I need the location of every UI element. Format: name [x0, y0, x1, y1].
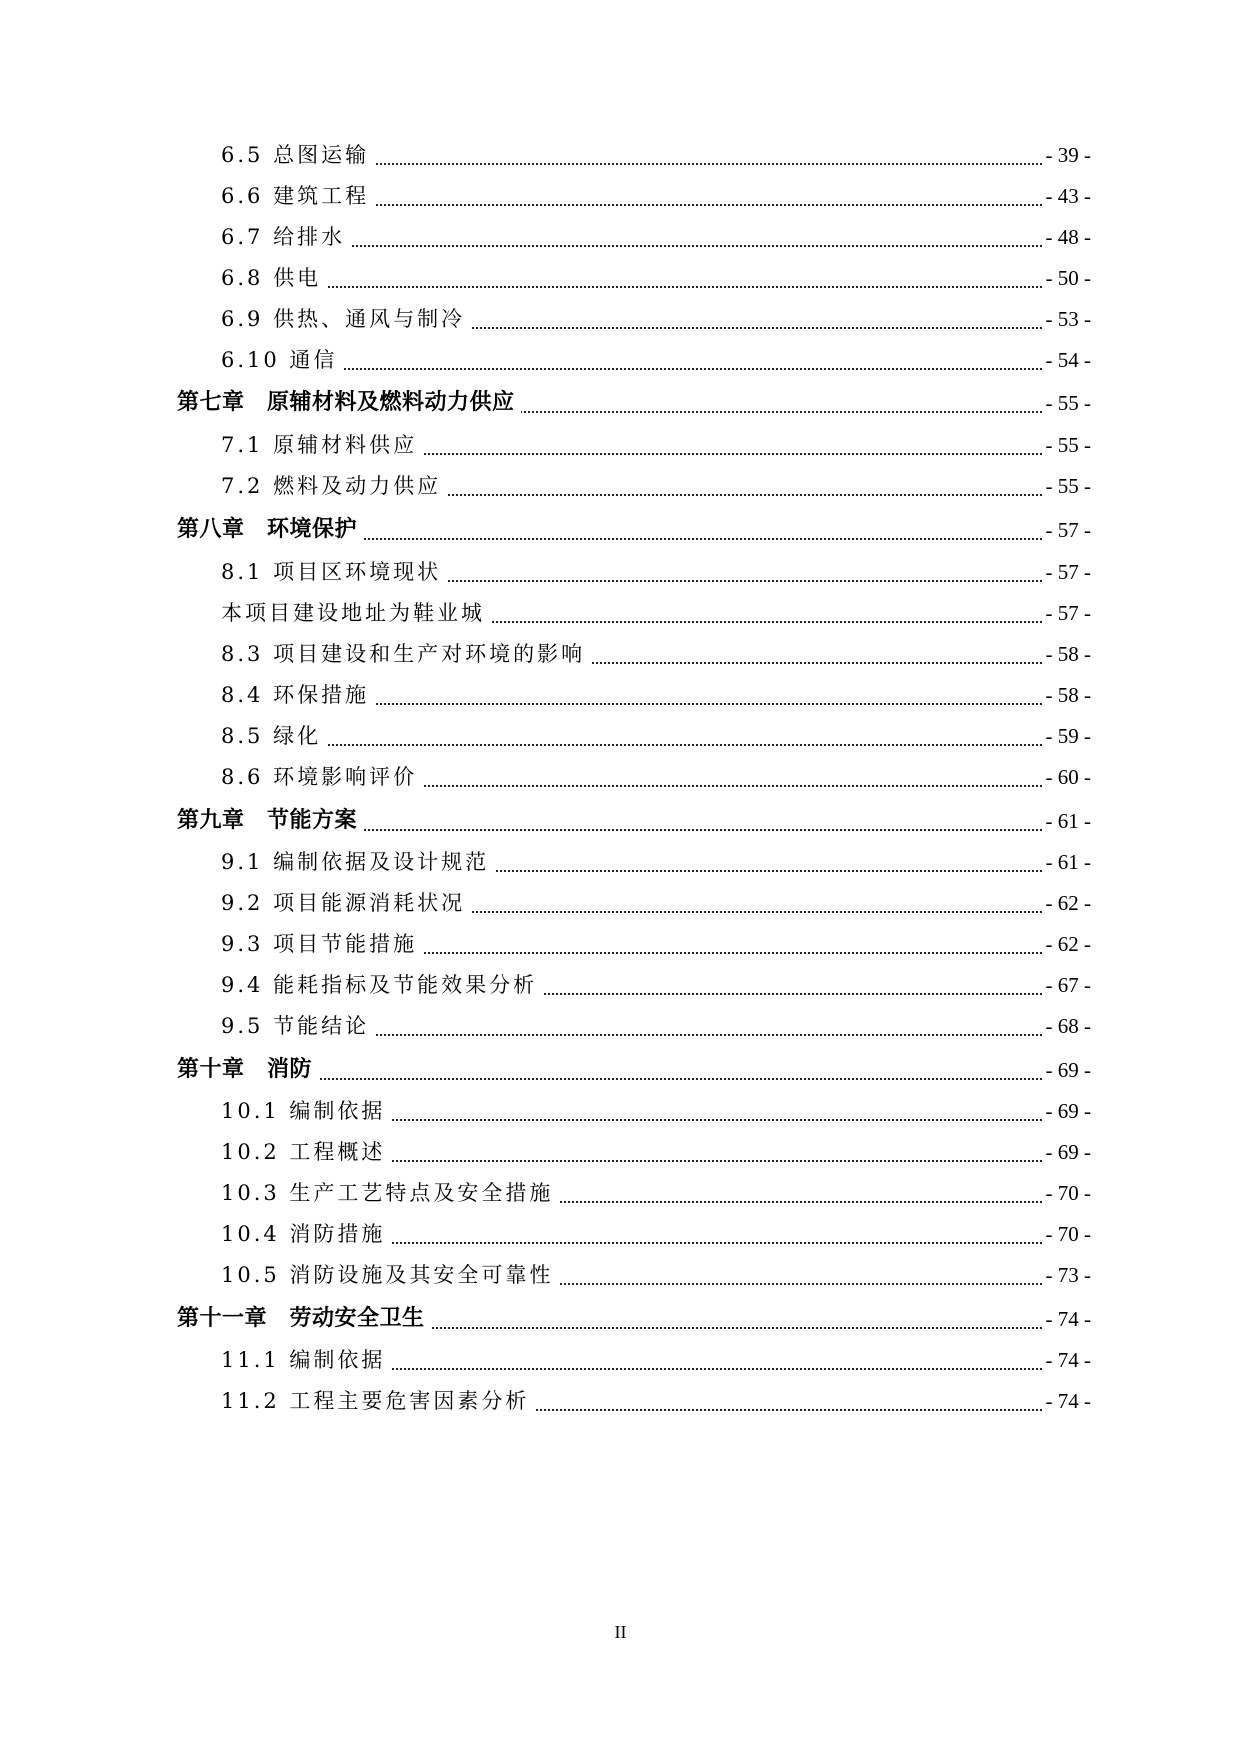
toc-section-entry[interactable]	[0, 217, 1241, 257]
toc-section-entry[interactable]	[0, 883, 1241, 923]
toc-entry-title: 7.1 原辅材料供应	[221, 425, 423, 465]
toc-entry-page: - 55 -	[1044, 466, 1092, 506]
toc-entry-page: - 70 -	[1044, 1214, 1092, 1254]
toc-entry-title: 10.3 生产工艺特点及安全措施	[221, 1173, 559, 1213]
toc-section-entry[interactable]	[0, 340, 1241, 380]
toc-entry-title: 8.5 绿化	[221, 716, 327, 756]
toc-entry-title: 6.10 通信	[221, 340, 343, 380]
toc-entry-page: - 74 -	[1044, 1299, 1092, 1339]
toc-entry-page: - 59 -	[1044, 716, 1092, 756]
toc-entry-title: 9.4 能耗指标及节能效果分析	[221, 965, 543, 1005]
toc-section-entry[interactable]	[0, 1255, 1241, 1295]
toc-section-entry[interactable]	[0, 634, 1241, 674]
toc-entry-title: 本项目建设地址为鞋业城	[221, 593, 491, 633]
toc-section-entry[interactable]	[0, 1381, 1241, 1421]
toc-entry-title: 11.2 工程主要危害因素分析	[221, 1381, 535, 1421]
toc-entry-page: - 74 -	[1044, 1340, 1092, 1380]
toc-section-entry[interactable]	[0, 1173, 1241, 1213]
toc-dot-leader	[224, 366, 1086, 370]
toc-entry-page: - 68 -	[1044, 1006, 1092, 1046]
toc-chapter-entry[interactable]	[0, 510, 1241, 550]
toc-section-entry[interactable]	[0, 135, 1241, 175]
toc-chapter-entry[interactable]	[0, 1050, 1241, 1090]
toc-entry-title: 8.4 环保措施	[221, 675, 375, 715]
toc-section-entry[interactable]	[0, 1214, 1241, 1254]
toc-entry-title: 9.2 项目能源消耗状况	[221, 883, 471, 923]
toc-entry-title: 10.5 消防设施及其安全可靠性	[221, 1255, 559, 1295]
toc-section-entry[interactable]	[0, 299, 1241, 339]
toc-entry-title: 6.7 给排水	[221, 217, 351, 257]
toc-entry-page: - 48 -	[1044, 217, 1092, 257]
toc-entry-title: 11.1 编制依据	[221, 1340, 391, 1380]
page-number: II	[614, 1622, 627, 1642]
toc-entry-page: - 57 -	[1044, 552, 1092, 592]
toc-section-entry[interactable]	[0, 1091, 1241, 1131]
toc-entry-page: - 55 -	[1044, 425, 1092, 465]
toc-entry-page: - 55 -	[1044, 383, 1092, 423]
toc-entry-page: - 70 -	[1044, 1173, 1092, 1213]
toc-entry-title: 第十一章 劳动安全卫生	[177, 1299, 431, 1339]
toc-entry-page: - 58 -	[1044, 634, 1092, 674]
toc-entry-title: 10.1 编制依据	[221, 1091, 391, 1131]
toc-section-entry[interactable]	[0, 593, 1241, 633]
toc-entry-page: - 74 -	[1044, 1381, 1092, 1421]
toc-section-entry[interactable]	[0, 552, 1241, 592]
toc-entry-title: 8.3 项目建设和生产对环境的影响	[221, 634, 591, 674]
toc-dot-leader	[224, 742, 1086, 746]
toc-entry-page: - 58 -	[1044, 675, 1092, 715]
toc-entry-page: - 69 -	[1044, 1091, 1092, 1131]
toc-entry-title: 6.8 供电	[221, 258, 327, 298]
toc-entry-page: - 69 -	[1044, 1132, 1092, 1172]
toc-section-entry[interactable]	[0, 1132, 1241, 1172]
toc-entry-title: 8.1 项目区环境现状	[221, 552, 447, 592]
toc-entry-title: 6.5 总图运输	[221, 135, 375, 175]
toc-section-entry[interactable]	[0, 1006, 1241, 1046]
toc-entry-page: - 67 -	[1044, 965, 1092, 1005]
toc-entry-title: 10.4 消防措施	[221, 1214, 391, 1254]
toc-entry-page: - 61 -	[1044, 842, 1092, 882]
toc-section-entry[interactable]	[0, 924, 1241, 964]
toc-entry-page: - 61 -	[1044, 801, 1092, 841]
toc-entry-page: - 39 -	[1044, 135, 1092, 175]
toc-chapter-entry[interactable]	[0, 801, 1241, 841]
toc-entry-page: - 62 -	[1044, 883, 1092, 923]
toc-entry-page: - 43 -	[1044, 176, 1092, 216]
toc-section-entry[interactable]	[0, 466, 1241, 506]
toc-entry-title: 第十章 消防	[177, 1050, 318, 1090]
toc-chapter-entry[interactable]	[0, 1299, 1241, 1339]
toc-entry-title: 7.2 燃料及动力供应	[221, 466, 447, 506]
toc-entry-page: - 62 -	[1044, 924, 1092, 964]
toc-entry-page: - 69 -	[1044, 1050, 1092, 1090]
toc-entry-title: 第七章 原辅材料及燃料动力供应	[177, 383, 521, 423]
toc-entry-title: 8.6 环境影响评价	[221, 757, 423, 797]
toc-section-entry[interactable]	[0, 425, 1241, 465]
toc-section-entry[interactable]	[0, 258, 1241, 298]
toc-entry-page: - 50 -	[1044, 258, 1092, 298]
toc-entry-page: - 53 -	[1044, 299, 1092, 339]
toc-entry-title: 第九章 节能方案	[177, 801, 363, 841]
toc-entry-title: 9.5 节能结论	[221, 1006, 375, 1046]
toc-section-entry[interactable]	[0, 716, 1241, 756]
toc-entry-page: - 60 -	[1044, 757, 1092, 797]
toc-entry-title: 第八章 环境保护	[177, 510, 363, 550]
toc-dot-leader	[224, 243, 1086, 247]
toc-entry-title: 6.6 建筑工程	[221, 176, 375, 216]
toc-entry-title: 9.3 项目节能措施	[221, 924, 423, 964]
toc-entry-title: 9.1 编制依据及设计规范	[221, 842, 495, 882]
toc-section-entry[interactable]	[0, 757, 1241, 797]
toc-entry-page: - 57 -	[1044, 593, 1092, 633]
toc-entry-page: - 57 -	[1044, 510, 1092, 550]
toc-entry-title: 10.2 工程概述	[221, 1132, 391, 1172]
toc-section-entry[interactable]	[0, 965, 1241, 1005]
toc-entry-page: - 73 -	[1044, 1255, 1092, 1295]
toc-section-entry[interactable]	[0, 675, 1241, 715]
toc-chapter-entry[interactable]	[0, 383, 1241, 423]
toc-section-entry[interactable]	[0, 176, 1241, 216]
toc-entry-page: - 54 -	[1044, 340, 1092, 380]
toc-entry-title: 6.9 供热、通风与制冷	[221, 299, 471, 339]
toc-dot-leader	[224, 284, 1086, 288]
toc-section-entry[interactable]	[0, 1340, 1241, 1380]
toc-section-entry[interactable]	[0, 842, 1241, 882]
